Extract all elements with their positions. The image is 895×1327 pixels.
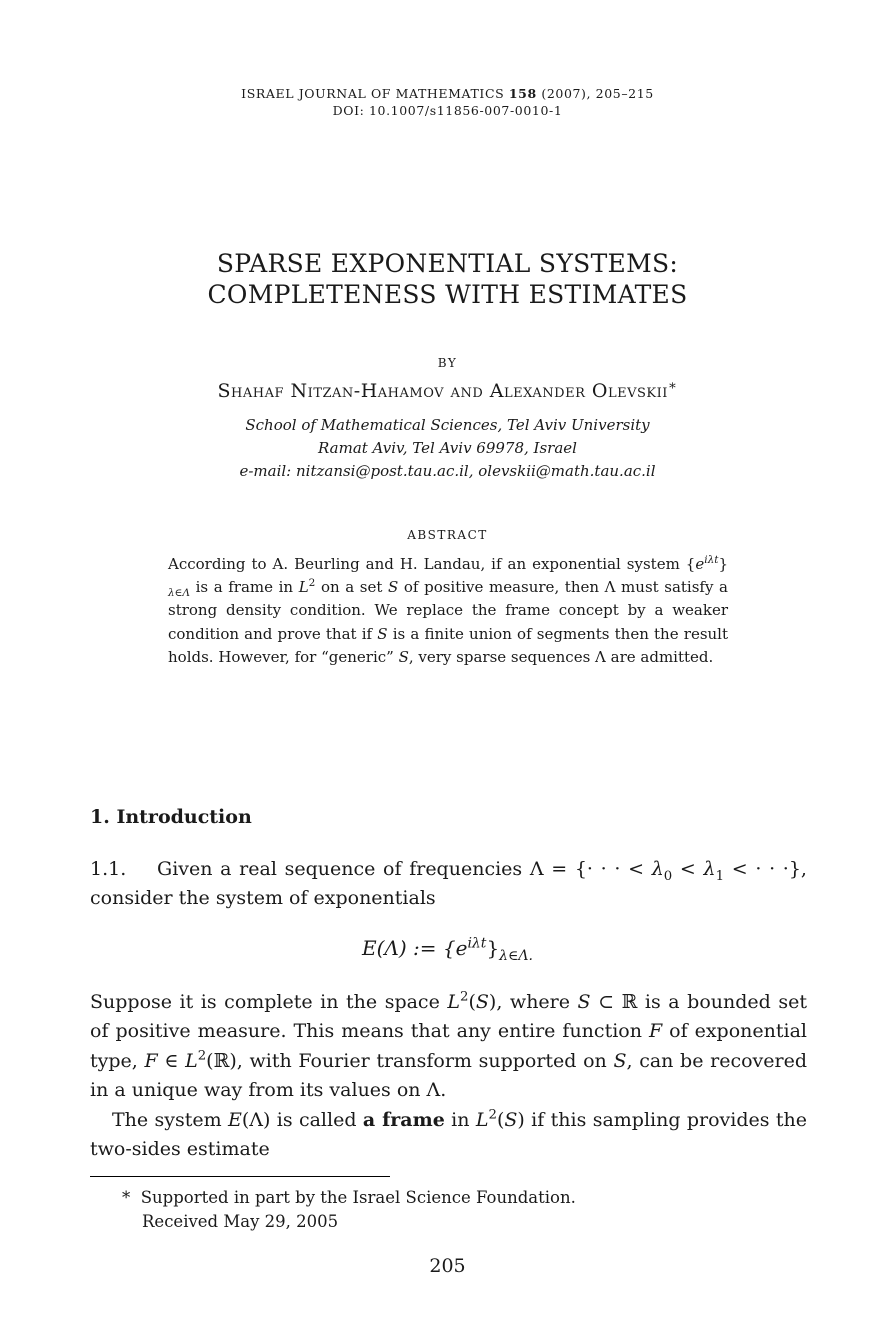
abstract-fragment: is a frame in (195, 578, 294, 597)
affiliation (0, 414, 895, 483)
journal-header (0, 86, 895, 101)
authors (0, 380, 895, 402)
equation-lhs: E(Λ) := {e (362, 936, 468, 960)
title-line-2: COMPLETENESS WITH ESTIMATES (207, 280, 688, 309)
journal-year-pages: (2007), 205–215 (541, 86, 654, 101)
paragraph-number: 1.1. (90, 858, 127, 880)
frame-term: a frame (362, 1108, 445, 1131)
page-number: 205 (429, 1255, 466, 1277)
paragraph-fragment: The system (112, 1108, 222, 1131)
paragraph-fragment: , can be recovered in a unique way from its values on Λ. (90, 1049, 807, 1102)
footnote-mark: * (122, 1188, 131, 1207)
author-footnote-mark: ∗ (667, 378, 678, 394)
author-names: Shahaf Nitzan-Hahamov and Alexander Olevskii (217, 380, 668, 402)
doi: DOI: 10.1007/s11856-007-0010-1 (332, 103, 563, 118)
abstract-heading: ABSTRACT (407, 528, 488, 542)
abstract-fragment: is a finite union of segments then the result holds. However, for “generic” (168, 624, 729, 666)
paragraph-fragment: < · · ·}, consider the system of exponentials (90, 858, 807, 910)
section-heading: 1. Introduction (90, 806, 252, 828)
paragraph-fragment: if this sampling provides the two-sides estimate (90, 1108, 807, 1161)
paragraph-fragment: < (679, 858, 696, 880)
paragraph-1: 1.1. Given a real sequence of frequencies Λ = {· · · < $\lambda_0 < \lambda_1$ < · · ·}, consider the system of exponentials (90, 858, 807, 910)
received-date: Received May 29, 2005 (142, 1212, 339, 1231)
paragraph-2: Suppose it is complete in the space $L^2(S)$, where S ⊂ ℝ is a bounded set of positive measure. This means that any entire function F of exponential type, F ∈ $L^2(ℝ)$, with Fourier transform supported on S, can be recovered in a unique way from its values on Λ. The system E(Λ) is called a frame in $L^2(S)$ if this sampling provides the two-sides estimate (90, 989, 807, 1161)
paragraph-fragment: is a bounded set of positive measure. This means that any entire function (90, 991, 807, 1043)
footnote (122, 1186, 576, 1234)
email-line: e-mail: nitzansi@post.tau.ac.il, olevskii@math.tau.ac.il (239, 462, 656, 480)
abstract-text: According to A. Beurling and H. Landau, if an exponential system $\{e^{i\lambda t}\}_{\lambda\in\Lambda}$ is a frame in $L^2$ on a set S of positive measure, then Λ must satisfy a strong density condition. We replace the frame concept by a weaker condition and prove that if S is a finite union of segments then the result holds. However, for “generic” S, very sparse sequences Λ are admitted. (168, 554, 729, 666)
paragraph-fragment: Suppose it is complete in the space (90, 991, 440, 1013)
by-label: BY (437, 356, 458, 370)
footnote-rule (90, 1176, 390, 1177)
paper-title (0, 248, 895, 310)
paragraph-fragment: Given a real sequence of frequencies Λ = {· · · < (157, 858, 645, 880)
abstract-fragment: , very sparse sequences Λ are admitted. (408, 647, 714, 666)
paragraph-fragment: , with Fourier transform supported on (236, 1049, 607, 1072)
paragraph-fragment: is called (276, 1108, 357, 1131)
footnote-support: Supported in part by the Israel Science Foundation. (140, 1188, 576, 1207)
paragraph-fragment: , where (496, 991, 570, 1013)
affiliation-line-1: School of Mathematical Sciences, Tel Aviv University (245, 416, 650, 434)
journal-volume: 158 (508, 86, 537, 101)
affiliation-line-2: Ramat Aviv, Tel Aviv 69978, Israel (318, 439, 577, 457)
paragraph-fragment: of exponential type, (90, 1020, 807, 1072)
equation-brace: } (486, 936, 500, 960)
abstract-fragment: of positive measure, then Λ must satisfy a strong density condition. We replace the frame concept by a weaker condition and prove that if (168, 578, 728, 643)
title-line-1: SPARSE EXPONENTIAL SYSTEMS: (216, 249, 679, 278)
paragraph-fragment: in (451, 1108, 470, 1131)
abstract-fragment: According to A. Beurling and H. Landau, if an exponential system (168, 555, 680, 573)
display-equation: E(Λ) := $\{e^{i\lambda t}\}_{\lambda\in\Lambda.}$ (362, 935, 533, 964)
journal-name: ISRAEL JOURNAL OF MATHEMATICS (241, 86, 505, 101)
abstract-fragment: on a set (320, 578, 383, 597)
